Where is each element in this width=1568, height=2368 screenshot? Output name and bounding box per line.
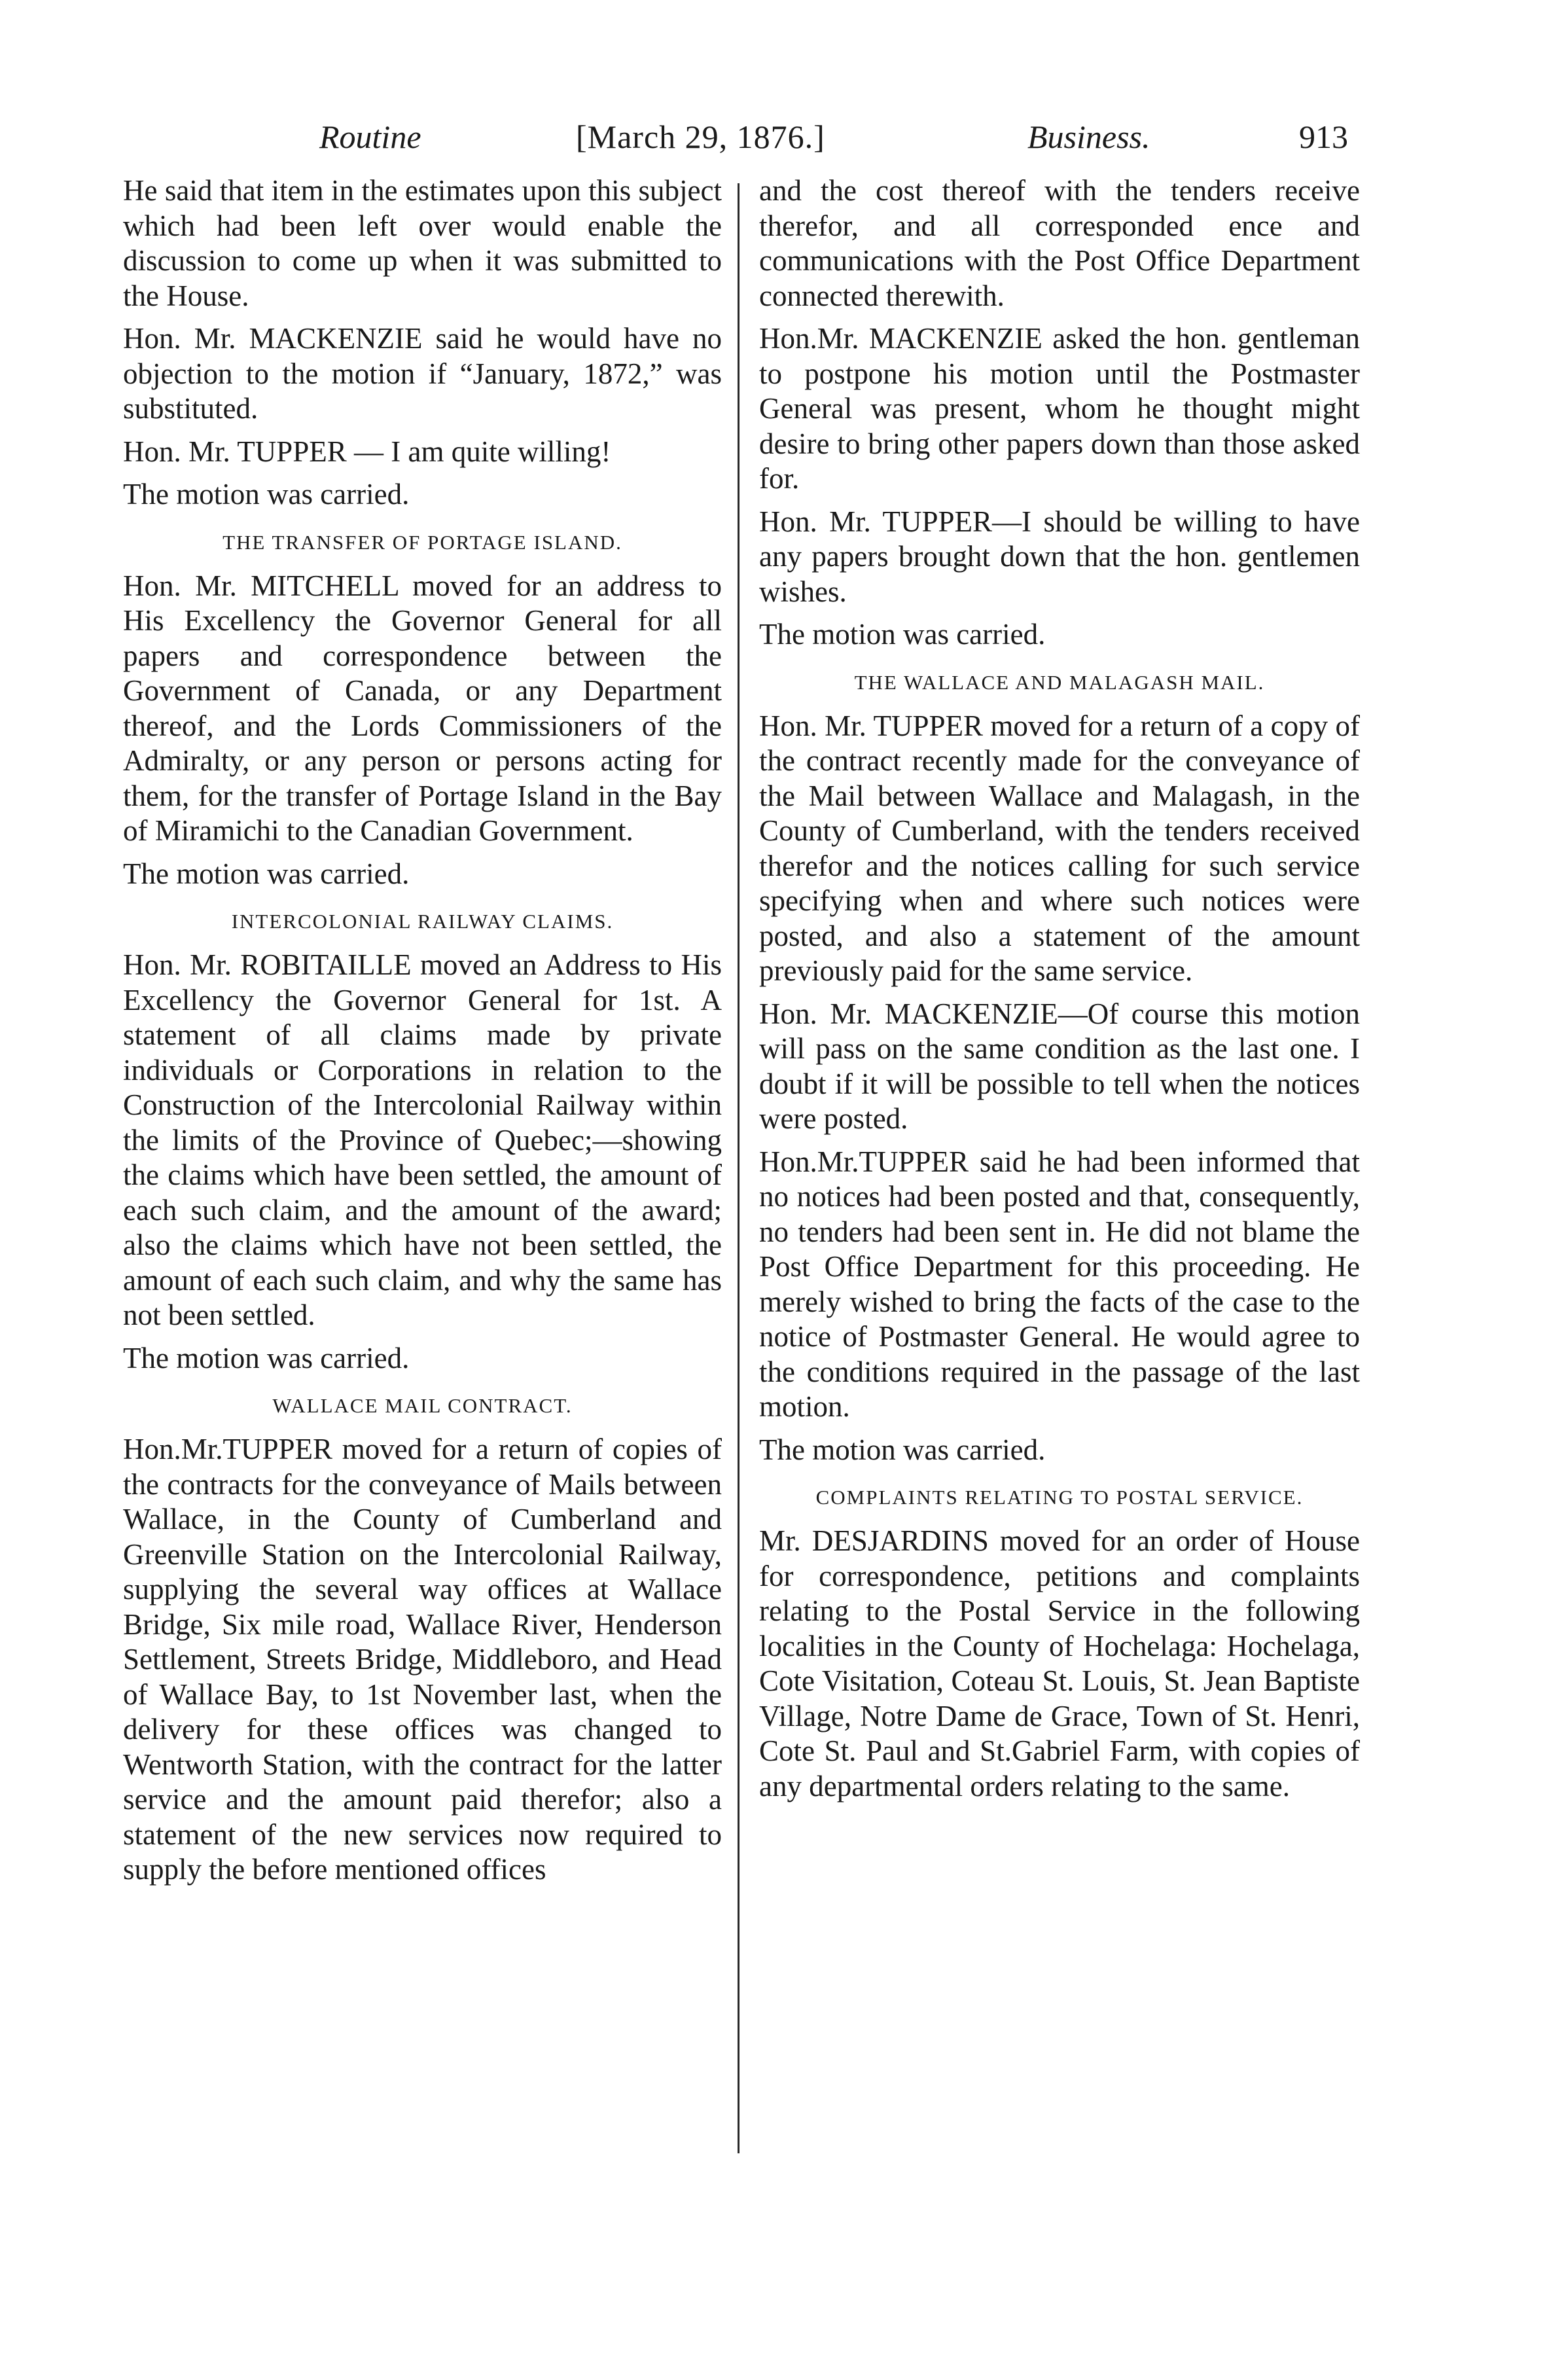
left-column (123, 173, 722, 1895)
section-heading: THE TRANSFER OF PORTAGE ISLAND. (223, 530, 622, 554)
column-divider (738, 183, 739, 2153)
header-date: [March 29, 1876.] (576, 118, 825, 155)
page-number: 913 (1299, 118, 1348, 155)
paragraph: The motion was carried. (759, 618, 1046, 651)
paragraph: Hon. Mr. MACKENZIE said he would have no objection to the motion if “January, 1872,” was substituted. (123, 322, 722, 425)
paragraph: Hon.Mr. MACKENZIE asked the hon. gentleman to postpone his motion until the Postmaster General was present, whom he thought might desire to bring other papers down than those asked for. (759, 322, 1360, 495)
section-heading: WALLACE MAIL CONTRACT. (272, 1394, 573, 1417)
running-header (0, 118, 1568, 177)
paragraph: The motion was carried. (123, 1341, 410, 1374)
paragraph: He said that item in the estimates upon this subject which had been left over would enable the discussion to come up when it was submitted to the House. (123, 174, 722, 312)
paragraph: Hon. Mr. TUPPER — I am quite willing! (123, 435, 611, 468)
paragraph: Hon. Mr. MITCHELL moved for an address to His Excellency the Governor General for all papers and correspondence between the Government of Canada, or any Department thereof, and the Lords Commissioners of the Admiralty, or any person or persons acting for them, for the transfer of Portage Island in the Bay of Miramichi to the Canadian Government. (123, 569, 722, 847)
paragraph: Hon. Mr. MACKENZIE—Of course this motion will pass on the same condition as the last one. I doubt if it will be possible to tell when the notices were posted. (759, 997, 1360, 1135)
paragraph: Hon.Mr.TUPPER said he had been informed that no notices had been posted and that, consequently, no tenders had been sent in. He did not blame the Post Office Department for this proceeding. He merely wished to bring the facts of the case to the notice of Postmaster General. He would agree to the conditions required in the passage of the last motion. (759, 1145, 1360, 1423)
header-right: Business. (1027, 118, 1150, 155)
paragraph: and the cost thereof with the tenders receive therefor, and all corresponded ence and communications with the Post Office Department connected therewith. (759, 174, 1360, 312)
paragraph: Mr. DESJARDINS moved for an order of House for correspondence, petitions and complaints relating to the Postal Service in the following localities in the County of Hochelaga: Hochelaga, Cote Visitation, Coteau St. Louis, St. Jean Baptiste Village, Notre Dame de Grace, Town of St. Henri, Cote St. Paul and St.Gabriel Farm, with copies of any departmental orders relating to the same. (759, 1524, 1360, 1803)
header-left: Routine (319, 118, 421, 155)
section-heading: THE WALLACE AND MALAGASH MAIL. (854, 670, 1265, 694)
paragraph: Hon.Mr.TUPPER moved for a return of copies of the contracts for the conveyance of Mails between Wallace, in the County of Cumberland and Greenville Station on the Intercolonial Railway, supplying the several way offices at Wallace Bridge, Six mile road, Wallace River, Henderson Settlement, Streets Bridge, Middleboro, and Head of Wallace Bay, to 1st November last, when the delivery for these offices was changed to Wentworth Station, with the contract for the latter service and the amount paid therefor; also a statement of the new services now required to supply the before mentioned offices (123, 1433, 722, 1886)
right-column (759, 173, 1360, 1812)
paragraph: The motion was carried. (759, 1433, 1046, 1466)
paragraph: Hon. Mr. TUPPER—I should be willing to have any papers brought down that the hon. gentlemen wishes. (759, 505, 1360, 608)
section-heading: INTERCOLONIAL RAILWAY CLAIMS. (231, 910, 614, 933)
paragraph: Hon. Mr. TUPPER moved for a return of a copy of the contract recently made for the conveyance of the Mail between Wallace and Malagash, in the County of Cumberland, with the tenders received therefor and the notices calling for such service specifying when and where such notices were posted, and also a statement of the amount previously paid for the same service. (759, 709, 1360, 987)
paragraph: Hon. Mr. ROBITAILLE moved an Address to His Excellency the Governor General for 1st. A statement of all claims made by private individuals or Corporations in relation to the Construction of the Intercolonial Railway within the limits of the Province of Quebec;—showing the claims which have been settled, the amount of each such claim, and the amount of the award; also the claims which have not been settled, the amount of each such claim, and why the same has not been settled. (123, 948, 722, 1331)
paragraph: The motion was carried. (123, 857, 410, 890)
section-heading: COMPLAINTS RELATING TO POSTAL SERVICE. (815, 1486, 1304, 1509)
paragraph: The motion was carried. (123, 478, 410, 511)
